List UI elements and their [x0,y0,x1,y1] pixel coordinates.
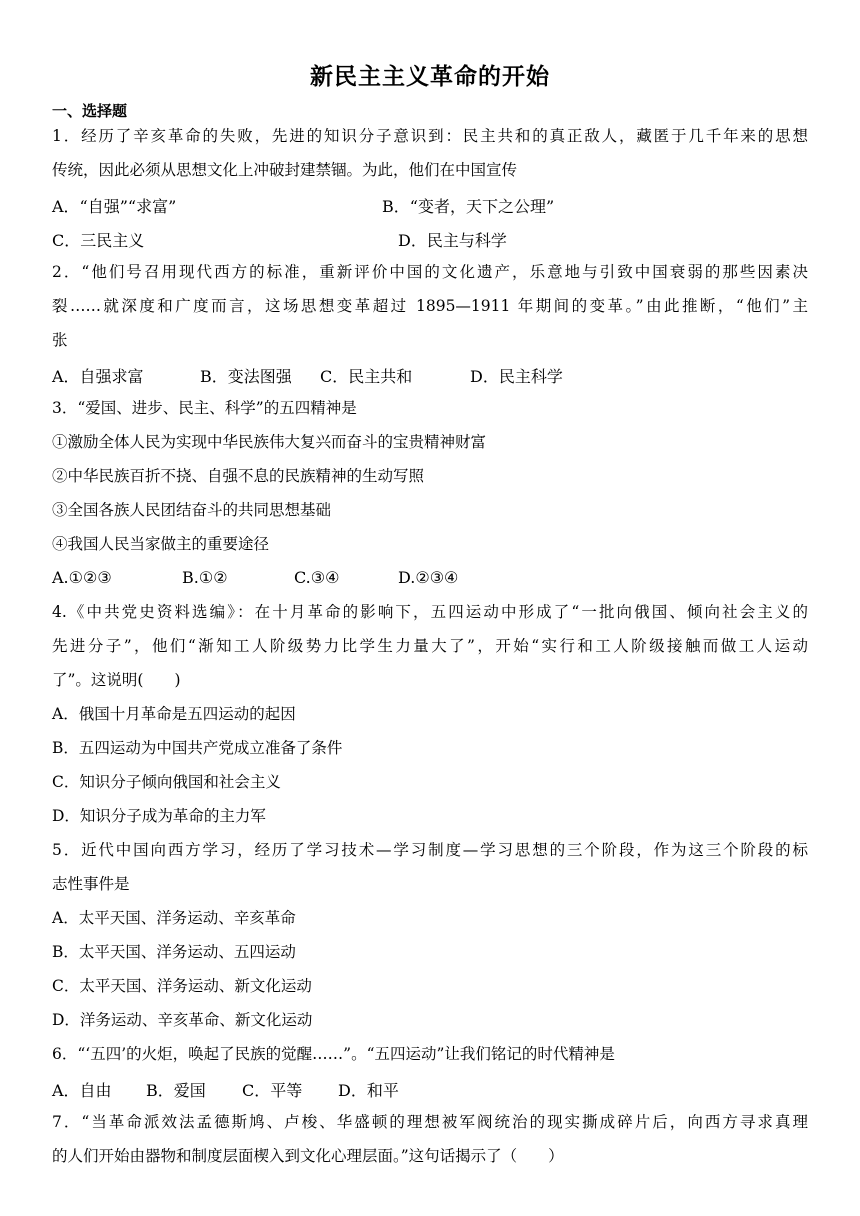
question-6-option-b: B．爱国 [146,1081,206,1100]
question-1-option-c: C．三民主义 [52,231,145,250]
question-3-option-b: B.①② [182,568,228,587]
question-1-line-2: 传统，因此必须从思想文化上冲破封建禁锢。为此，他们在中国宣传 [52,161,518,179]
question-2-option-d: D．民主科学 [470,367,563,386]
question-5-option-c: C．太平天国、洋务运动、新文化运动 [52,977,312,995]
question-2-line-2: 裂……就深度和广度而言，这场思想变革超过 1895—1911 年期间的变革。”由此推断，“他们”主 [52,297,808,315]
question-3-option-a: A.①②③ [52,568,112,587]
question-2-option-c: C．民主共和 [320,367,413,386]
question-4-line-1: 4.《中共党史资料选编》：在十月革命的影响下，五四运动中形成了“一批向俄国、倾向社会主义的 [52,603,808,621]
question-2-line-1: 2．“他们号召用现代西方的标准，重新评价中国的文化遗产，乐意地与引致中国衰弱的那些因素决 [52,263,808,281]
question-6-option-d: D．和平 [338,1081,399,1100]
question-7-line-2: 的人们开始由器物和制度层面楔入到文化心理层面。”这句话揭示了（ ） [52,1147,564,1165]
question-2-line-3: 张 [52,331,68,349]
question-4-line-3: 了”。这说明( ) [52,671,181,689]
question-5-option-d: D．洋务运动、辛亥革命、新文化运动 [52,1011,313,1029]
question-6-option-a: A．自由 [52,1081,112,1100]
question-3-statement-4: ④我国人民当家做主的重要途径 [52,535,270,553]
question-1-option-d: D．民主与科学 [398,231,507,250]
question-5-option-a: A．太平天国、洋务运动、辛亥革命 [52,909,296,927]
question-6-option-c: C．平等 [242,1081,303,1100]
question-5-line-1: 5．近代中国向西方学习，经历了学习技术—学习制度—学习思想的三个阶段，作为这三个阶段的标 [52,841,808,859]
question-3-statement-1: ①激励全体人民为实现中华民族伟大复兴而奋斗的宝贵精神财富 [52,433,487,451]
question-4-option-c: C．知识分子倾向俄国和社会主义 [52,773,281,791]
question-3-statement-3: ③全国各族人民团结奋斗的共同思想基础 [52,501,332,519]
page-title: 新民主主义革命的开始 [310,64,550,90]
question-5-option-b: B．太平天国、洋务运动、五四运动 [52,943,296,961]
question-4-option-d: D．知识分子成为革命的主力军 [52,807,266,825]
question-5-line-2: 志性事件是 [52,875,130,893]
section-heading: 一、选择题 [52,102,128,120]
question-3-statement-2: ②中华民族百折不挠、自强不息的民族精神的生动写照 [52,467,425,485]
question-1-option-a: A．“自强”“求富” [52,197,177,216]
question-2-option-a: A．自强求富 [52,367,144,386]
question-1-option-b: B．“变者，天下之公理” [382,197,555,216]
question-6-line-1: 6．“‘五四’的火炬，唤起了民族的觉醒……”。“五四运动”让我们铭记的时代精神是 [52,1045,615,1063]
question-3-option-d: D.②③④ [398,568,459,587]
question-1-line-1: 1．经历了辛亥革命的失败，先进的知识分子意识到：民主共和的真正敌人，藏匿于几千年来的思想 [52,127,808,145]
question-7-line-1: 7．“当革命派效法孟德斯鸠、卢梭、华盛顿的理想被军阀统治的现实撕成碎片后，向西方寻求真理 [52,1113,808,1131]
question-3-option-c: C.③④ [294,568,340,587]
question-4-option-b: B．五四运动为中国共产党成立准备了条件 [52,739,343,757]
question-4-line-2: 先进分子”，他们“渐知工人阶级势力比学生力量大了”，开始“实行和工人阶级接触而做工人运动 [52,637,808,655]
question-3-line-1: 3．“爱国、进步、民主、科学”的五四精神是 [52,399,357,417]
question-4-option-a: A．俄国十月革命是五四运动的起因 [52,705,296,723]
question-2-option-b: B．变法图强 [200,367,292,386]
